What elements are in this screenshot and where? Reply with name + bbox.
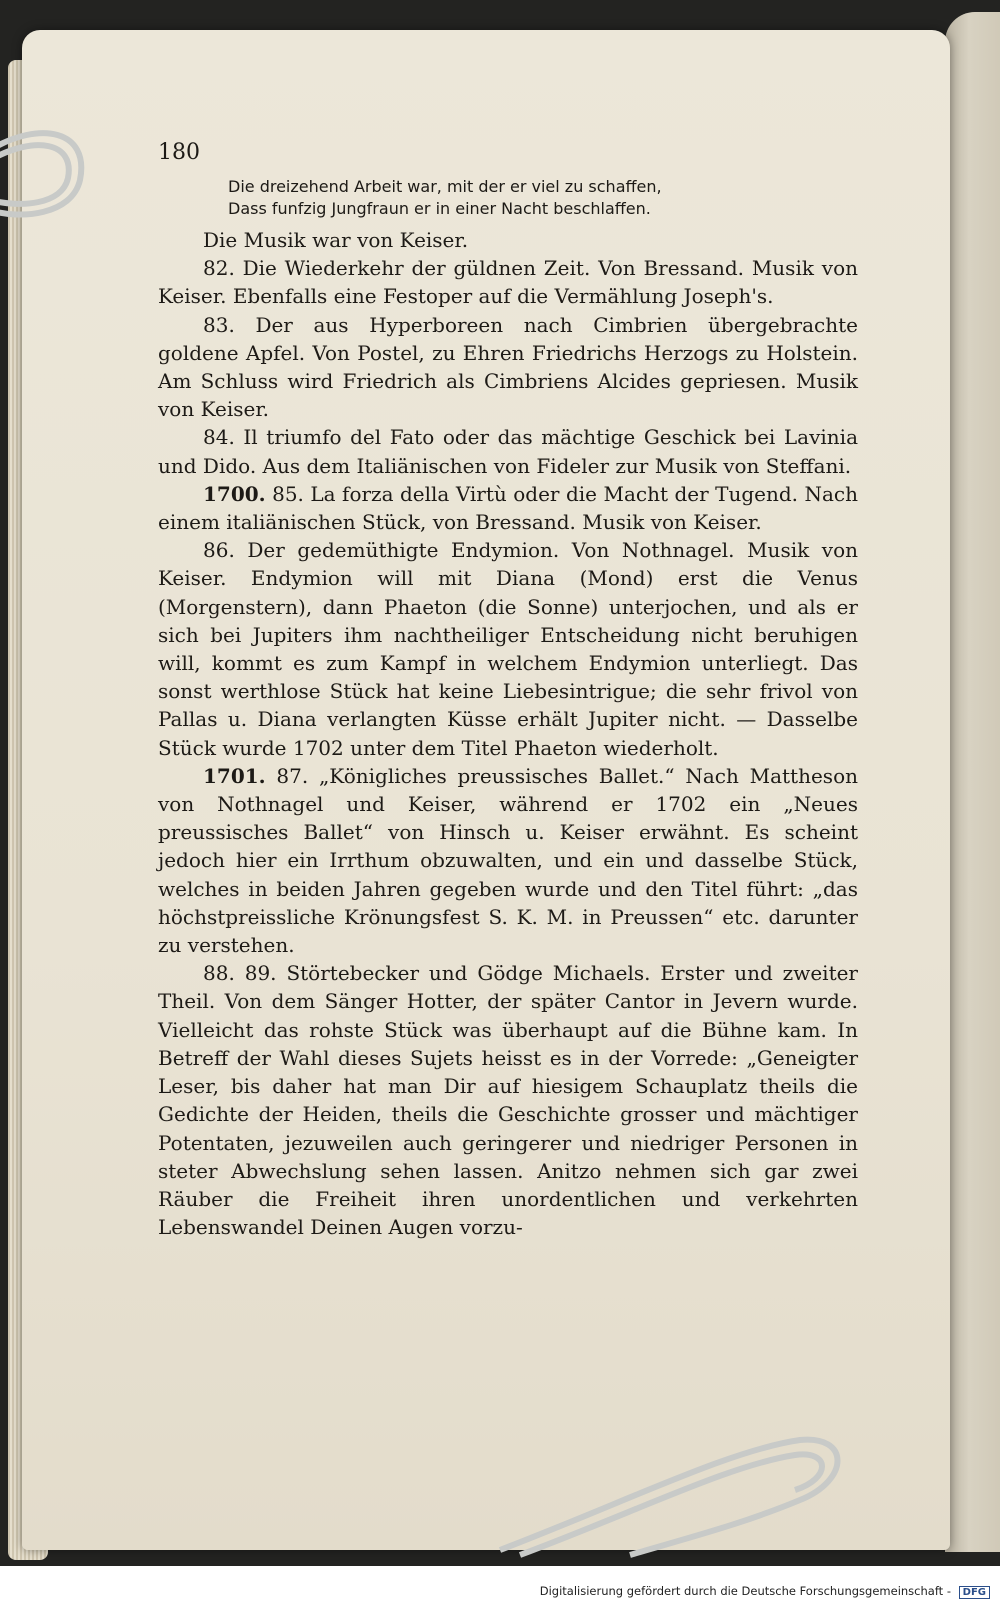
credit-text: Digitalisierung gefördert durch die Deutsche Forschungsgemeinschaft - — [539, 1584, 951, 1598]
page-number: 180 — [158, 140, 200, 165]
entry-84: 84. Il triumfo del Fato oder das mächtige Geschick bei Lavinia und Dido. Aus dem Italiänischen von Fideler zur Musik von Steffani. — [158, 425, 858, 478]
verse-line: Dass funfzig Jungfraun er in einer Nacht beschlaffen. — [228, 199, 651, 218]
year-1700: 1700. — [203, 481, 266, 506]
digitization-credit — [540, 1584, 990, 1599]
entry-83: 83. Der aus Hyperboreen nach Cimbrien übergebrachte goldene Apfel. Von Postel, zu Ehren Friedrichs Herzogs zu Holstein. Am Schluss wird Friedrich als Cimbriens Alcides gepriesen. Musik von Keiser. — [158, 312, 858, 422]
entry-87-block — [158, 762, 858, 959]
entry-88-89: 88. 89. Störtebecker und Gödge Michaels. Erster und zweiter Theil. Von dem Sänger Hotter, der später Cantor in Jevern wurde. Vielleicht das rohste Stück was überhaupt auf die Bühne kam. In Betreff der Wahl dieses Sujets heisst es in der Vorrede: „Geneigter Leser, bis daher hat man Dir auf hiesigem Schauplatz theils die Gedichte der Heiden, theils die Geschichte grosser und mächtiger Potentaten, jezuweilen auch geringerer und niedriger Personen in steter Abwechslung sehen lassen. Anitzo nehmen sich gar zwei Räuber die Freiheit ihren unordentlichen und verkehrten Lebenswandel Deinen Augen vorzu- — [158, 961, 858, 1240]
entry-85: 85. La forza della Virtù oder die Macht der Tugend. Nach einem italiänischen Stück, von Bressand. Musik von Keiser. — [158, 481, 858, 535]
paper-clip-bottom — [480, 1420, 860, 1560]
music-attribution: Die Musik war von Keiser. — [203, 228, 469, 252]
paper-clip-top — [0, 120, 100, 240]
verse-line: Die dreizehend Arbeit war, mit der er viel zu schaffen, — [228, 177, 662, 196]
page-text — [158, 176, 858, 1241]
entry-82: 82. Die Wiederkehr der güldnen Zeit. Von Bressand. Musik von Keiser. Ebenfalls eine Festoper auf die Vermählung Joseph's. — [158, 256, 858, 309]
entry-87: 87. „Königliches preussisches Ballet.“ Nach Mattheson von Nothnagel und Keiser, während er 1702 ein „Neues preussisches Ballet“ von Hinsch u. Keiser erwähnt. Es scheint jedoch hier ein Irrthum obzuwalten, und ein und dasselbe Stück, welches in beiden Jahren gegeben wurde und den Titel führt: „das höchstpreissliche Krönungsfest S. K. M. in Preussen“ etc. darunter zu verstehen. — [158, 763, 858, 958]
verse-quote — [158, 176, 858, 220]
facing-page-edge — [945, 12, 1000, 1552]
dfg-logo: DFG — [959, 1586, 990, 1599]
entry-85-block — [158, 480, 858, 536]
year-1701: 1701. — [203, 763, 266, 788]
entry-86: 86. Der gedemüthigte Endymion. Von Nothnagel. Musik von Keiser. Endymion will mit Diana (Mond) erst die Venus (Morgenstern), dann Phaeton (die Sonne) unterjochen, und als er sich bei Jupiters ihm nachtheiliger Entscheidung nicht beruhigen will, kommt es zum Kampf in welchem Endymion unterliegt. Das sonst werthlose Stück hat keine Liebesintrigue; die sehr frivol von Pallas u. Diana verlangten Küsse erhält Jupiter nicht. — Dasselbe Stück wurde 1702 unter dem Titel Phaeton wiederholt. — [158, 538, 858, 760]
